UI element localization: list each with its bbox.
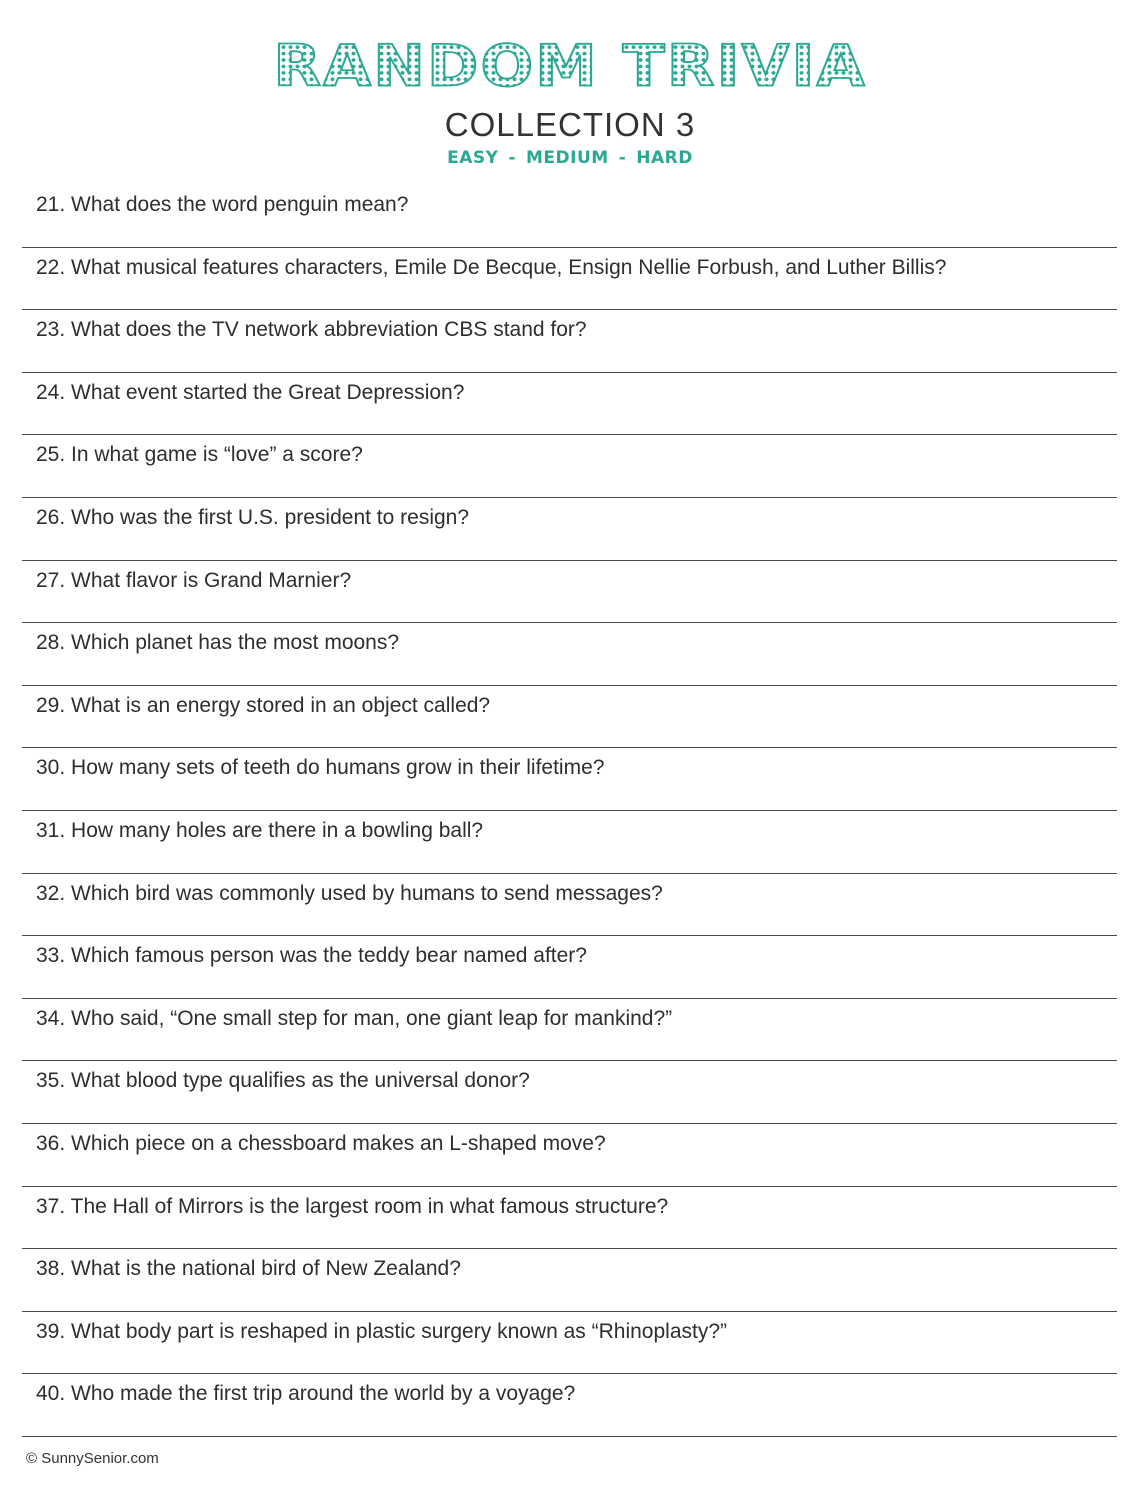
question-33: 33. Which famous person was the teddy bear named after? — [22, 936, 1117, 999]
question-31: 31. How many holes are there in a bowling ball? — [22, 811, 1117, 874]
question-25: 25. In what game is “love” a score? — [22, 435, 1117, 498]
question-36: 36. Which piece on a chessboard makes an L-shaped move? — [22, 1124, 1117, 1187]
question-22: 22. What musical features characters, Emile De Becque, Ensign Nellie Forbush, and Luther Billis? — [22, 248, 1117, 311]
question-26: 26. Who was the first U.S. president to resign? — [22, 498, 1117, 561]
question-21: 21. What does the word penguin mean? — [22, 185, 1117, 248]
question-30: 30. How many sets of teeth do humans grow in their lifetime? — [22, 748, 1117, 811]
question-32: 32. Which bird was commonly used by humans to send messages? — [22, 874, 1117, 937]
question-list — [22, 185, 1117, 1437]
level-medium: MEDIUM — [526, 148, 609, 168]
question-28: 28. Which planet has the most moons? — [22, 623, 1117, 686]
question-24: 24. What event started the Great Depression? — [22, 373, 1117, 436]
level-separator: - — [618, 148, 627, 168]
question-40: 40. Who made the first trip around the world by a voyage? — [22, 1374, 1117, 1437]
level-separator: - — [508, 148, 517, 168]
question-29: 29. What is an energy stored in an object called? — [22, 686, 1117, 749]
collection-subtitle: COLLECTION 3 — [444, 106, 696, 143]
worksheet-header — [0, 28, 1140, 168]
question-27: 27. What flavor is Grand Marnier? — [22, 561, 1117, 624]
question-35: 35. What blood type qualifies as the universal donor? — [22, 1061, 1117, 1124]
question-39: 39. What body part is reshaped in plastic surgery known as “Rhinoplasty?” — [22, 1312, 1117, 1375]
level-hard: HARD — [636, 148, 693, 168]
question-34: 34. Who said, “One small step for man, one giant leap for mankind?” — [22, 999, 1117, 1062]
question-23: 23. What does the TV network abbreviation CBS stand for? — [22, 310, 1117, 373]
difficulty-levels — [0, 148, 1140, 168]
page-title: RANDOM TRIVIA — [0, 31, 1140, 101]
question-37: 37. The Hall of Mirrors is the largest room in what famous structure? — [22, 1187, 1117, 1250]
level-easy: EASY — [447, 148, 499, 168]
question-38: 38. What is the national bird of New Zealand? — [22, 1249, 1117, 1312]
copyright-footer: © SunnySenior.com — [26, 1450, 159, 1467]
